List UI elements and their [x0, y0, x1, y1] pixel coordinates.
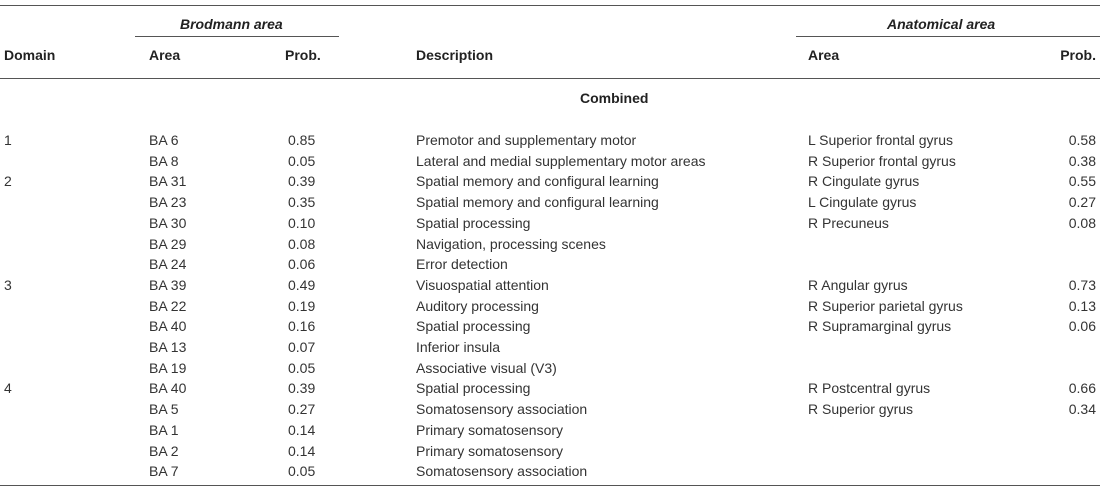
- cell-ba-prob: 0.10: [288, 215, 316, 231]
- cell-description: Associative visual (V3): [416, 360, 557, 376]
- cell-description: Primary somatosensory: [416, 422, 564, 438]
- cell-ba-area: BA 13: [149, 339, 187, 355]
- cell-description: Spatial processing: [416, 318, 531, 334]
- cell-ba-area: BA 29: [149, 236, 187, 252]
- cell-anat-prob: 0.55: [1068, 173, 1096, 189]
- cell-ba-prob: 0.39: [288, 173, 316, 189]
- cell-anat-area: L Superior frontal gyrus: [808, 132, 953, 148]
- cell-anat-prob: 0.34: [1068, 401, 1096, 417]
- group-header-brodmann: Brodmann area: [180, 16, 283, 32]
- cell-anat-area: R Angular gyrus: [808, 277, 908, 293]
- cell-ba-prob: 0.06: [288, 256, 316, 272]
- cell-anat-area: L Cingulate gyrus: [808, 194, 917, 210]
- cell-anat-prob: 0.06: [1068, 318, 1096, 334]
- cell-ba-prob: 0.85: [288, 132, 316, 148]
- cell-description: Auditory processing: [416, 298, 539, 314]
- cell-ba-area: BA 1: [149, 422, 179, 438]
- cell-ba-prob: 0.16: [288, 318, 316, 334]
- cell-description: Somatosensory association: [416, 401, 588, 417]
- top-rule: [0, 5, 1100, 6]
- cell-description: Error detection: [416, 256, 508, 272]
- cell-ba-area: BA 23: [149, 194, 187, 210]
- cell-domain: 3: [4, 277, 12, 293]
- cell-anat-prob: 0.73: [1068, 277, 1096, 293]
- cell-domain: 4: [4, 380, 12, 396]
- cell-ba-area: BA 22: [149, 298, 187, 314]
- cell-anat-area: R Supramarginal gyrus: [808, 318, 952, 334]
- col-header-anat-prob: Prob.: [1060, 47, 1096, 63]
- cell-ba-prob: 0.19: [288, 298, 316, 314]
- section-label: Combined: [580, 90, 649, 106]
- bottom-rule: [0, 485, 1100, 486]
- cell-ba-area: BA 40: [149, 380, 187, 396]
- cell-ba-prob: 0.05: [288, 463, 316, 479]
- cell-description: Primary somatosensory: [416, 443, 564, 459]
- cell-ba-area: BA 2: [149, 443, 179, 459]
- cell-anat-area: R Superior parietal gyrus: [808, 298, 963, 314]
- cell-description: Navigation, processing scenes: [416, 236, 606, 252]
- cell-description: Spatial memory and configural learning: [416, 173, 659, 189]
- cell-ba-prob: 0.05: [288, 153, 316, 169]
- cell-ba-area: BA 6: [149, 132, 179, 148]
- cell-description: Inferior insula: [416, 339, 501, 355]
- cell-ba-prob: 0.39: [288, 380, 316, 396]
- cell-anat-area: R Postcentral gyrus: [808, 380, 931, 396]
- col-header-domain: Domain: [4, 47, 56, 63]
- cell-ba-area: BA 39: [149, 277, 187, 293]
- cell-anat-prob: 0.13: [1068, 298, 1096, 314]
- cell-ba-area: BA 30: [149, 215, 187, 231]
- cell-description: Spatial processing: [416, 215, 531, 231]
- cell-anat-prob: 0.08: [1068, 215, 1096, 231]
- cell-description: Visuospatial attention: [416, 277, 549, 293]
- cell-ba-prob: 0.27: [288, 401, 316, 417]
- cell-anat-prob: 0.27: [1068, 194, 1096, 210]
- cell-anat-prob: 0.66: [1068, 380, 1096, 396]
- anatomical-underline: [796, 36, 1100, 37]
- cell-description: Spatial processing: [416, 380, 531, 396]
- cell-ba-prob: 0.14: [288, 422, 316, 438]
- cell-ba-prob: 0.08: [288, 236, 316, 252]
- cell-description: Somatosensory association: [416, 463, 588, 479]
- cell-ba-area: BA 31: [149, 173, 187, 189]
- cell-anat-area: R Cingulate gyrus: [808, 173, 920, 189]
- cell-description: Spatial memory and configural learning: [416, 194, 659, 210]
- col-header-ba-area: Area: [149, 47, 181, 63]
- cell-ba-prob: 0.35: [288, 194, 316, 210]
- cell-description: Premotor and supplementary motor: [416, 132, 637, 148]
- cell-ba-area: BA 19: [149, 360, 187, 376]
- col-header-description: Description: [416, 47, 494, 63]
- cell-ba-prob: 0.05: [288, 360, 316, 376]
- cell-ba-area: BA 5: [149, 401, 179, 417]
- cell-anat-prob: 0.38: [1068, 153, 1096, 169]
- cell-anat-prob: 0.58: [1068, 132, 1096, 148]
- cell-ba-area: BA 24: [149, 256, 187, 272]
- brodmann-underline: [135, 36, 339, 37]
- cell-anat-area: R Precuneus: [808, 215, 889, 231]
- cell-domain: 2: [4, 173, 12, 189]
- cell-anat-area: R Superior frontal gyrus: [808, 153, 956, 169]
- cell-domain: 1: [4, 132, 12, 148]
- group-header-anatomical: Anatomical area: [887, 16, 996, 32]
- cell-description: Lateral and medial supplementary motor areas: [416, 153, 706, 169]
- cell-ba-prob: 0.07: [288, 339, 316, 355]
- cell-ba-area: BA 7: [149, 463, 179, 479]
- col-header-anat-area: Area: [808, 47, 840, 63]
- header-rule: [0, 78, 1100, 79]
- cell-ba-area: BA 8: [149, 153, 179, 169]
- col-header-ba-prob: Prob.: [285, 47, 321, 63]
- cell-ba-prob: 0.49: [288, 277, 316, 293]
- cell-anat-area: R Superior gyrus: [808, 401, 914, 417]
- cell-ba-prob: 0.14: [288, 443, 316, 459]
- cell-ba-area: BA 40: [149, 318, 187, 334]
